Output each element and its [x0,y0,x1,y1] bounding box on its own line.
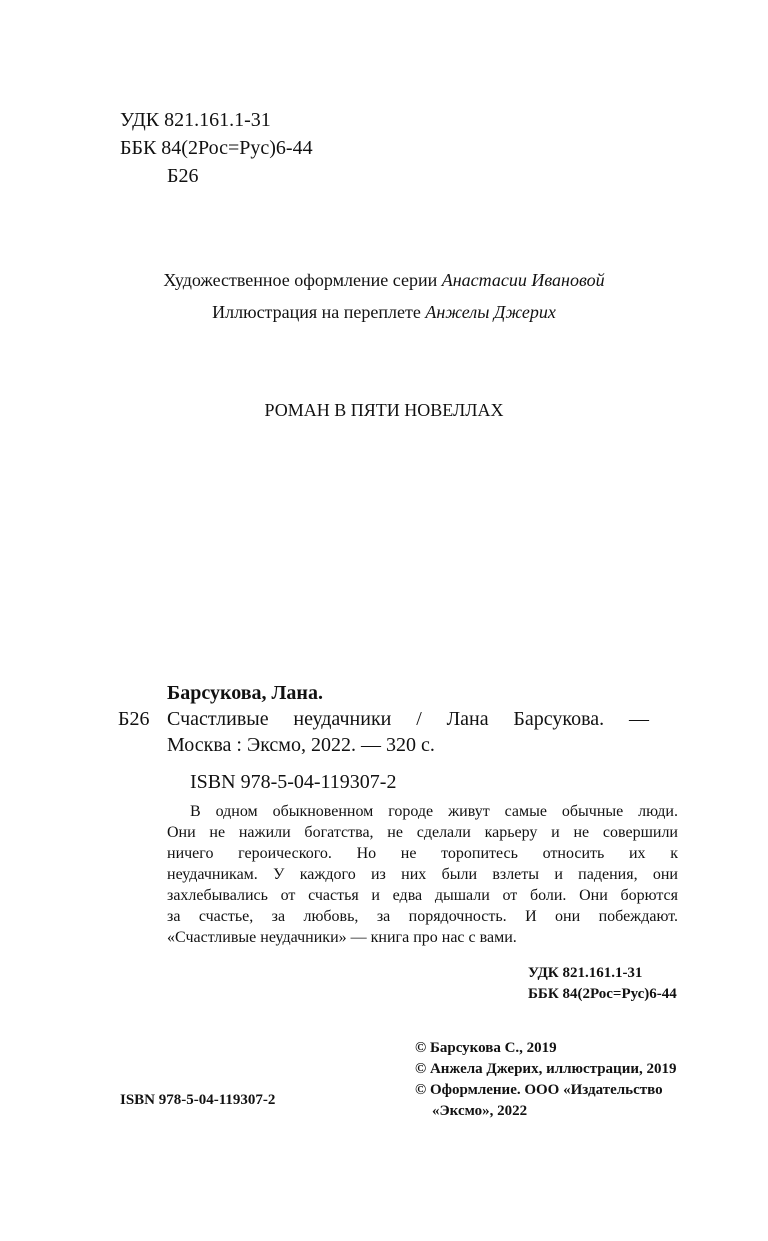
annotation-line-5: захлебывались от счастья и едва дышали от боли. Они борются [167,887,678,904]
illustration-credit-name: Анжелы Джерих [425,302,556,322]
footer-isbn: ISBN 978-5-04-119307-2 [120,1092,276,1108]
annotation-line-7: «Счастливые неудачники» — книга про нас с вами. [167,929,517,946]
copyright-line-1: © Барсукова С., 2019 [415,1040,557,1056]
catalog-isbn: ISBN 978-5-04-119307-2 [190,771,397,793]
design-credit-name: Анастасии Ивановой [441,270,605,290]
catalog-title-line: Счастливые неудачники / Лана Барсукова. — [167,708,649,730]
copyright-line-2: © Анжела Джерих, иллюстрации, 2019 [415,1061,677,1077]
catalog-publisher-line: Москва : Эксмо, 2022. — 320 с. [167,734,435,756]
genre-heading: РОМАН В ПЯТИ НОВЕЛЛАХ [264,400,504,420]
header-code: Б26 [167,165,199,187]
header-udk: УДК 821.161.1-31 [120,109,271,131]
header-bbk: ББК 84(2Рос=Рус)6-44 [120,137,313,159]
classification-udk: УДК 821.161.1-31 [528,965,643,981]
design-credit-prefix: Художественное оформление серии [163,270,442,290]
catalog-author: Барсукова, Лана. [167,682,323,704]
illustration-credit-prefix: Иллюстрация на переплете [212,302,426,322]
annotation-line-2: Они не нажили богатства, не сделали карьеру и не совершили [167,824,678,841]
annotation-line-6: за счастье, за любовь, за порядочность. И они побеждают. [167,908,678,925]
design-credit [0,268,768,292]
copyright-line-3: © Оформление. ООО «Издательство [415,1082,663,1098]
annotation-line-4: неудачникам. У каждого из них были взлеты и падения, они [167,866,678,883]
classification-bbk: ББК 84(2Рос=Рус)6-44 [528,986,677,1002]
illustration-credit [0,300,768,324]
annotation-line-3: ничего героического. Но не торопитесь относить их к [167,845,678,862]
annotation-line-1: В одном обыкновенном городе живут самые обычные люди. [190,803,678,820]
catalog-code: Б26 [118,708,150,730]
copyright-line-4: «Эксмо», 2022 [432,1103,528,1119]
